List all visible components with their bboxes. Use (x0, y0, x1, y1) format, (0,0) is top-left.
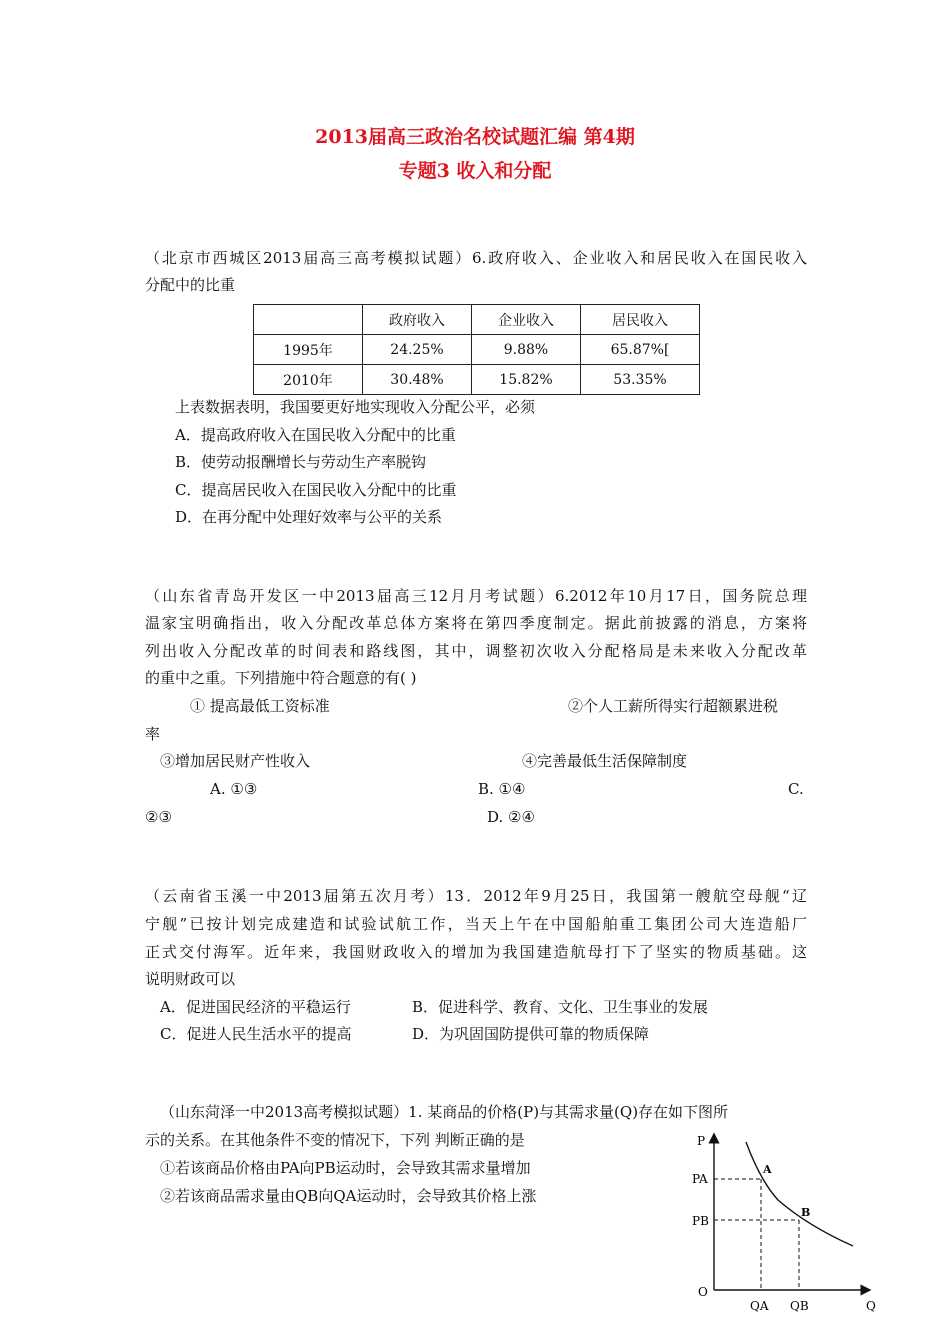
q2-option-c: C. (788, 780, 804, 798)
q1-line1: （北京市西城区2013届高三高考模拟试题）6.政府收入、企业收入和居民收入在国民收入 (145, 249, 807, 267)
pb-label: PB (692, 1214, 709, 1228)
q2-item-2: ②个人工薪所得实行超额累进税 (568, 697, 779, 715)
table-cell: 2010年 (254, 365, 363, 395)
q2-line4: 的重中之重。下列措施中符合题意的有( ) (145, 669, 417, 687)
demand-curve-graph (688, 1128, 878, 1318)
table-cell: 15.82% (472, 365, 581, 395)
q3-line4: 说明财政可以 (145, 970, 236, 988)
document-title: 2013届高三政治名校试题汇编 第4期 (315, 126, 635, 148)
q2-option-d: D. ②④ (487, 808, 535, 826)
q3-option-b: B．促进科学、教育、文化、卫生事业的发展 (412, 998, 709, 1016)
q3-option-c: C．促进人民生活水平的提高 (160, 1025, 352, 1043)
q2-option-c-continued: ②③ (145, 808, 172, 826)
table-header-cell (254, 305, 363, 335)
q3-line3: 正式交付海军。近年来，我国财政收入的增加为我国建造航母打下了坚实的物质基础。这 (145, 943, 807, 961)
q3-option-d: D．为巩固国防提供可靠的物质保障 (412, 1025, 650, 1043)
table-header-cell: 政府收入 (363, 305, 472, 335)
income-share-table (253, 304, 700, 395)
q2-line1: （山东省青岛开发区一中2013届高三12月月考试题）6.2012年10月17日，国务院总理 (145, 587, 807, 605)
table-cell: 65.87%[ (581, 335, 700, 365)
q3-option-a: A．促进国民经济的平稳运行 (160, 998, 351, 1016)
table-header-row (254, 305, 700, 335)
q1-option-d: D．在再分配中处理好效率与公平的关系 (175, 508, 443, 526)
qa-label: QA (750, 1299, 769, 1313)
q2-line3: 列出收入分配改革的时间表和路线图，其中，调整初次收入分配格局是未来收入分配改革 (145, 642, 807, 660)
table-row (254, 365, 700, 395)
q4-item-1: ①若该商品价格由PA向PB运动时，会导致其需求量增加 (160, 1159, 531, 1177)
table-cell: 30.48% (363, 365, 472, 395)
table-header-cell: 居民收入 (581, 305, 700, 335)
q2-item-2-continued: 率 (145, 725, 161, 743)
point-b-label: B (801, 1206, 811, 1219)
origin-label: O (698, 1285, 708, 1299)
q2-option-b: B. ①④ (478, 780, 526, 798)
q4-line2: 示的关系。在其他条件不变的情况下，下列 判断正确的是 (145, 1131, 525, 1149)
document-subtitle: 专题3 收入和分配 (398, 160, 552, 182)
p-axis-label: P (697, 1134, 706, 1148)
qb-label: QB (790, 1299, 809, 1313)
q2-item-3: ③增加居民财产性收入 (160, 752, 311, 770)
q3-line2: 宁舰”已按计划完成建造和试验试航工作，当天上午在中国船舶重工集团公司大连造船厂 (145, 915, 807, 933)
table-cell: 1995年 (254, 335, 363, 365)
q-axis-label: Q (866, 1299, 876, 1313)
table-row (254, 335, 700, 365)
q1-option-a: A．提高政府收入在国民收入分配中的比重 (175, 426, 456, 444)
q4-line1: （山东菏泽一中2013高考模拟试题）1. 某商品的价格(P)与其需求量(Q)存在如下图所 (160, 1103, 729, 1121)
q1-option-b: B．使劳动报酬增长与劳动生产率脱钩 (175, 453, 427, 471)
q1-option-c: C．提高居民收入在国民收入分配中的比重 (175, 481, 457, 499)
q3-line1: （云南省玉溪一中2013届第五次月考）13．2012年9月25日，我国第一艘航空母舰“辽 (145, 887, 807, 905)
q1-stem: 上表数据表明，我国要更好地实现收入分配公平，必须 (175, 398, 536, 416)
q1-line2: 分配中的比重 (145, 276, 236, 294)
q2-item-4: ④完善最低生活保障制度 (522, 752, 688, 770)
table-cell: 53.35% (581, 365, 700, 395)
point-a-label: A (763, 1163, 772, 1176)
q2-line2: 温家宝明确指出，收入分配改革总体方案将在第四季度制定。据此前披露的消息，方案将 (145, 614, 807, 632)
table-cell: 24.25% (363, 335, 472, 365)
q2-option-a: A. ①③ (210, 780, 258, 798)
q2-item-1: ① 提高最低工资标准 (190, 697, 330, 715)
pa-label: PA (692, 1172, 708, 1186)
q4-item-2: ②若该商品需求量由QB向QA运动时，会导致其价格上涨 (160, 1187, 537, 1205)
table-cell: 9.88% (472, 335, 581, 365)
table-header-cell: 企业收入 (472, 305, 581, 335)
